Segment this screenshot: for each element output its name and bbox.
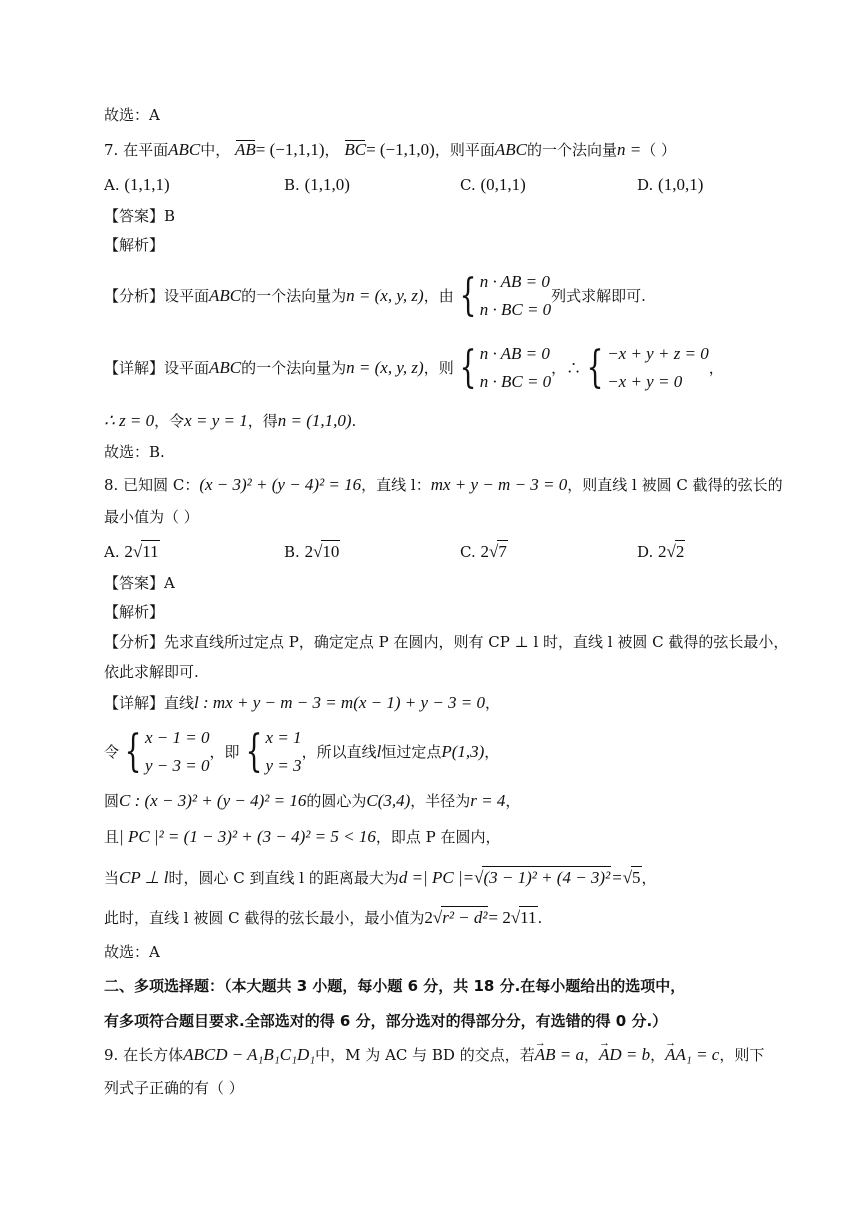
q8-stem: 8. 已知圆 C：(x − 3)² + (y − 4)² = 16，直线 l：mx + y − m − 3 = 0，则直线 l 被圆 C 截得的弦长的 <box>104 475 783 494</box>
q7-option-d: D. (1,0,1) <box>637 175 704 194</box>
q9-stem: 9. 在长方体ABCD − A₁B₁C₁D₁中，M 为 AC 与 BD 的交点，若→ AB = a，→ AD = b，→ AA₁ = c，则下 <box>104 1044 764 1066</box>
q9-stem-2: 列式子正确的有（ ） <box>104 1079 244 1097</box>
q7-answer: 【答案】B <box>104 207 176 225</box>
q8-detail-3: 圆C : (x − 3)² + (y − 4)² = 16的圆心为C(3,4)，半径为r = 4， <box>104 791 521 810</box>
q8-stem-2: 最小值为（ ） <box>104 508 199 526</box>
q7-option-c: C. (0,1,1) <box>460 175 526 194</box>
q8-detail-2: 令 { x − 1 = 0 y − 3 = 0 ，即 { x = 1 y = 3 ，所以直线 l 恒过定点 P(1,3) ， <box>104 724 499 780</box>
q7-option-a: A. (1,1,1) <box>104 175 170 194</box>
section-heading-1: 二、多项选择题：（本大题共 3 小题，每小题 6 分，共 18 分.在每小题给出的选项中， <box>104 977 686 995</box>
vector-ab: AB <box>235 140 256 159</box>
q8-analysis-1: 【分析】先求直线所过定点 P，确定定点 P 在圆内，则有 CP ⊥ l 时，直线 l 被圆 C 截得的弦长最小， <box>104 633 789 651</box>
q8-final: 故选：A <box>104 943 160 961</box>
q8-detail-5: 当CP ⊥ l时，圆心 C 到直线 l 的距离最大为d =| PC |=√(3 − 1)² + (4 − 3)²=√5， <box>104 868 657 887</box>
equation-system: { n · AB = 0 n · BC = 0 <box>459 270 552 321</box>
q8-option-b: B. 2√10 <box>284 542 340 561</box>
equation-system: { −x + y + z = 0 −x + y = 0 <box>586 342 709 393</box>
equation-system: { n · AB = 0 n · BC = 0 <box>459 342 552 393</box>
q8-answer: 【答案】A <box>104 574 175 592</box>
q7-analysis-title: 【解析】 <box>104 236 165 254</box>
equation-system: { x = 1 y = 3 <box>245 726 302 777</box>
previous-answer: 故选：A <box>104 106 160 124</box>
q7-stem: 7. 在平面ABC中， AB= (−1,1,1)， BC= (−1,1,0)，则平面ABC的一个法向量n =（ ） <box>104 140 676 159</box>
normal-vector: n = <box>616 140 642 159</box>
q8-option-a: A. 2√11 <box>104 542 159 561</box>
vector-bc: BC <box>344 140 367 159</box>
q8-detail-1: 【详解】直线l : mx + y − m − 3 = m(x − 1) + y − 3 = 0， <box>104 693 501 712</box>
section-heading-2: 有多项符合题目要求.全部选对的得 6 分，部分选对的得部分分，有选错的得 0 分.） <box>104 1012 668 1030</box>
q8-detail-4: 且| PC |² = (1 − 3)² + (3 − 4)² = 5 < 16，即点 P 在圆内， <box>104 827 501 846</box>
q7-final: 故选：B. <box>104 443 165 461</box>
q7-detail: 【详解】设平面 ABC 的一个法向量为 n = (x, y, z) ，则 { n · AB = 0 n · BC = 0 ，∴ { −x + y + z = 0 −x + y = 0 ， <box>104 340 724 396</box>
equation-system: { x − 1 = 0 y − 3 = 0 <box>124 726 210 777</box>
q8-detail-6: 此时，直线 l 被圆 C 截得的弦长最小，最小值为2√r² − d²= 2√11. <box>104 908 543 927</box>
q8-analysis-title: 【解析】 <box>104 603 165 621</box>
q8-analysis-2: 依此求解即可. <box>104 663 199 681</box>
q8-option-c: C. 2√7 <box>460 542 507 561</box>
q8-option-d: D. 2√2 <box>637 542 685 561</box>
q7-analysis: 【分析】设平面 ABC 的一个法向量为 n = (x, y, z) ，由 { n · AB = 0 n · BC = 0 列式求解即可. <box>104 268 646 324</box>
q7-result: ∴ z = 0，令x = y = 1，得n = (1,1,0). <box>104 411 357 430</box>
q7-option-b: B. (1,1,0) <box>284 175 350 194</box>
